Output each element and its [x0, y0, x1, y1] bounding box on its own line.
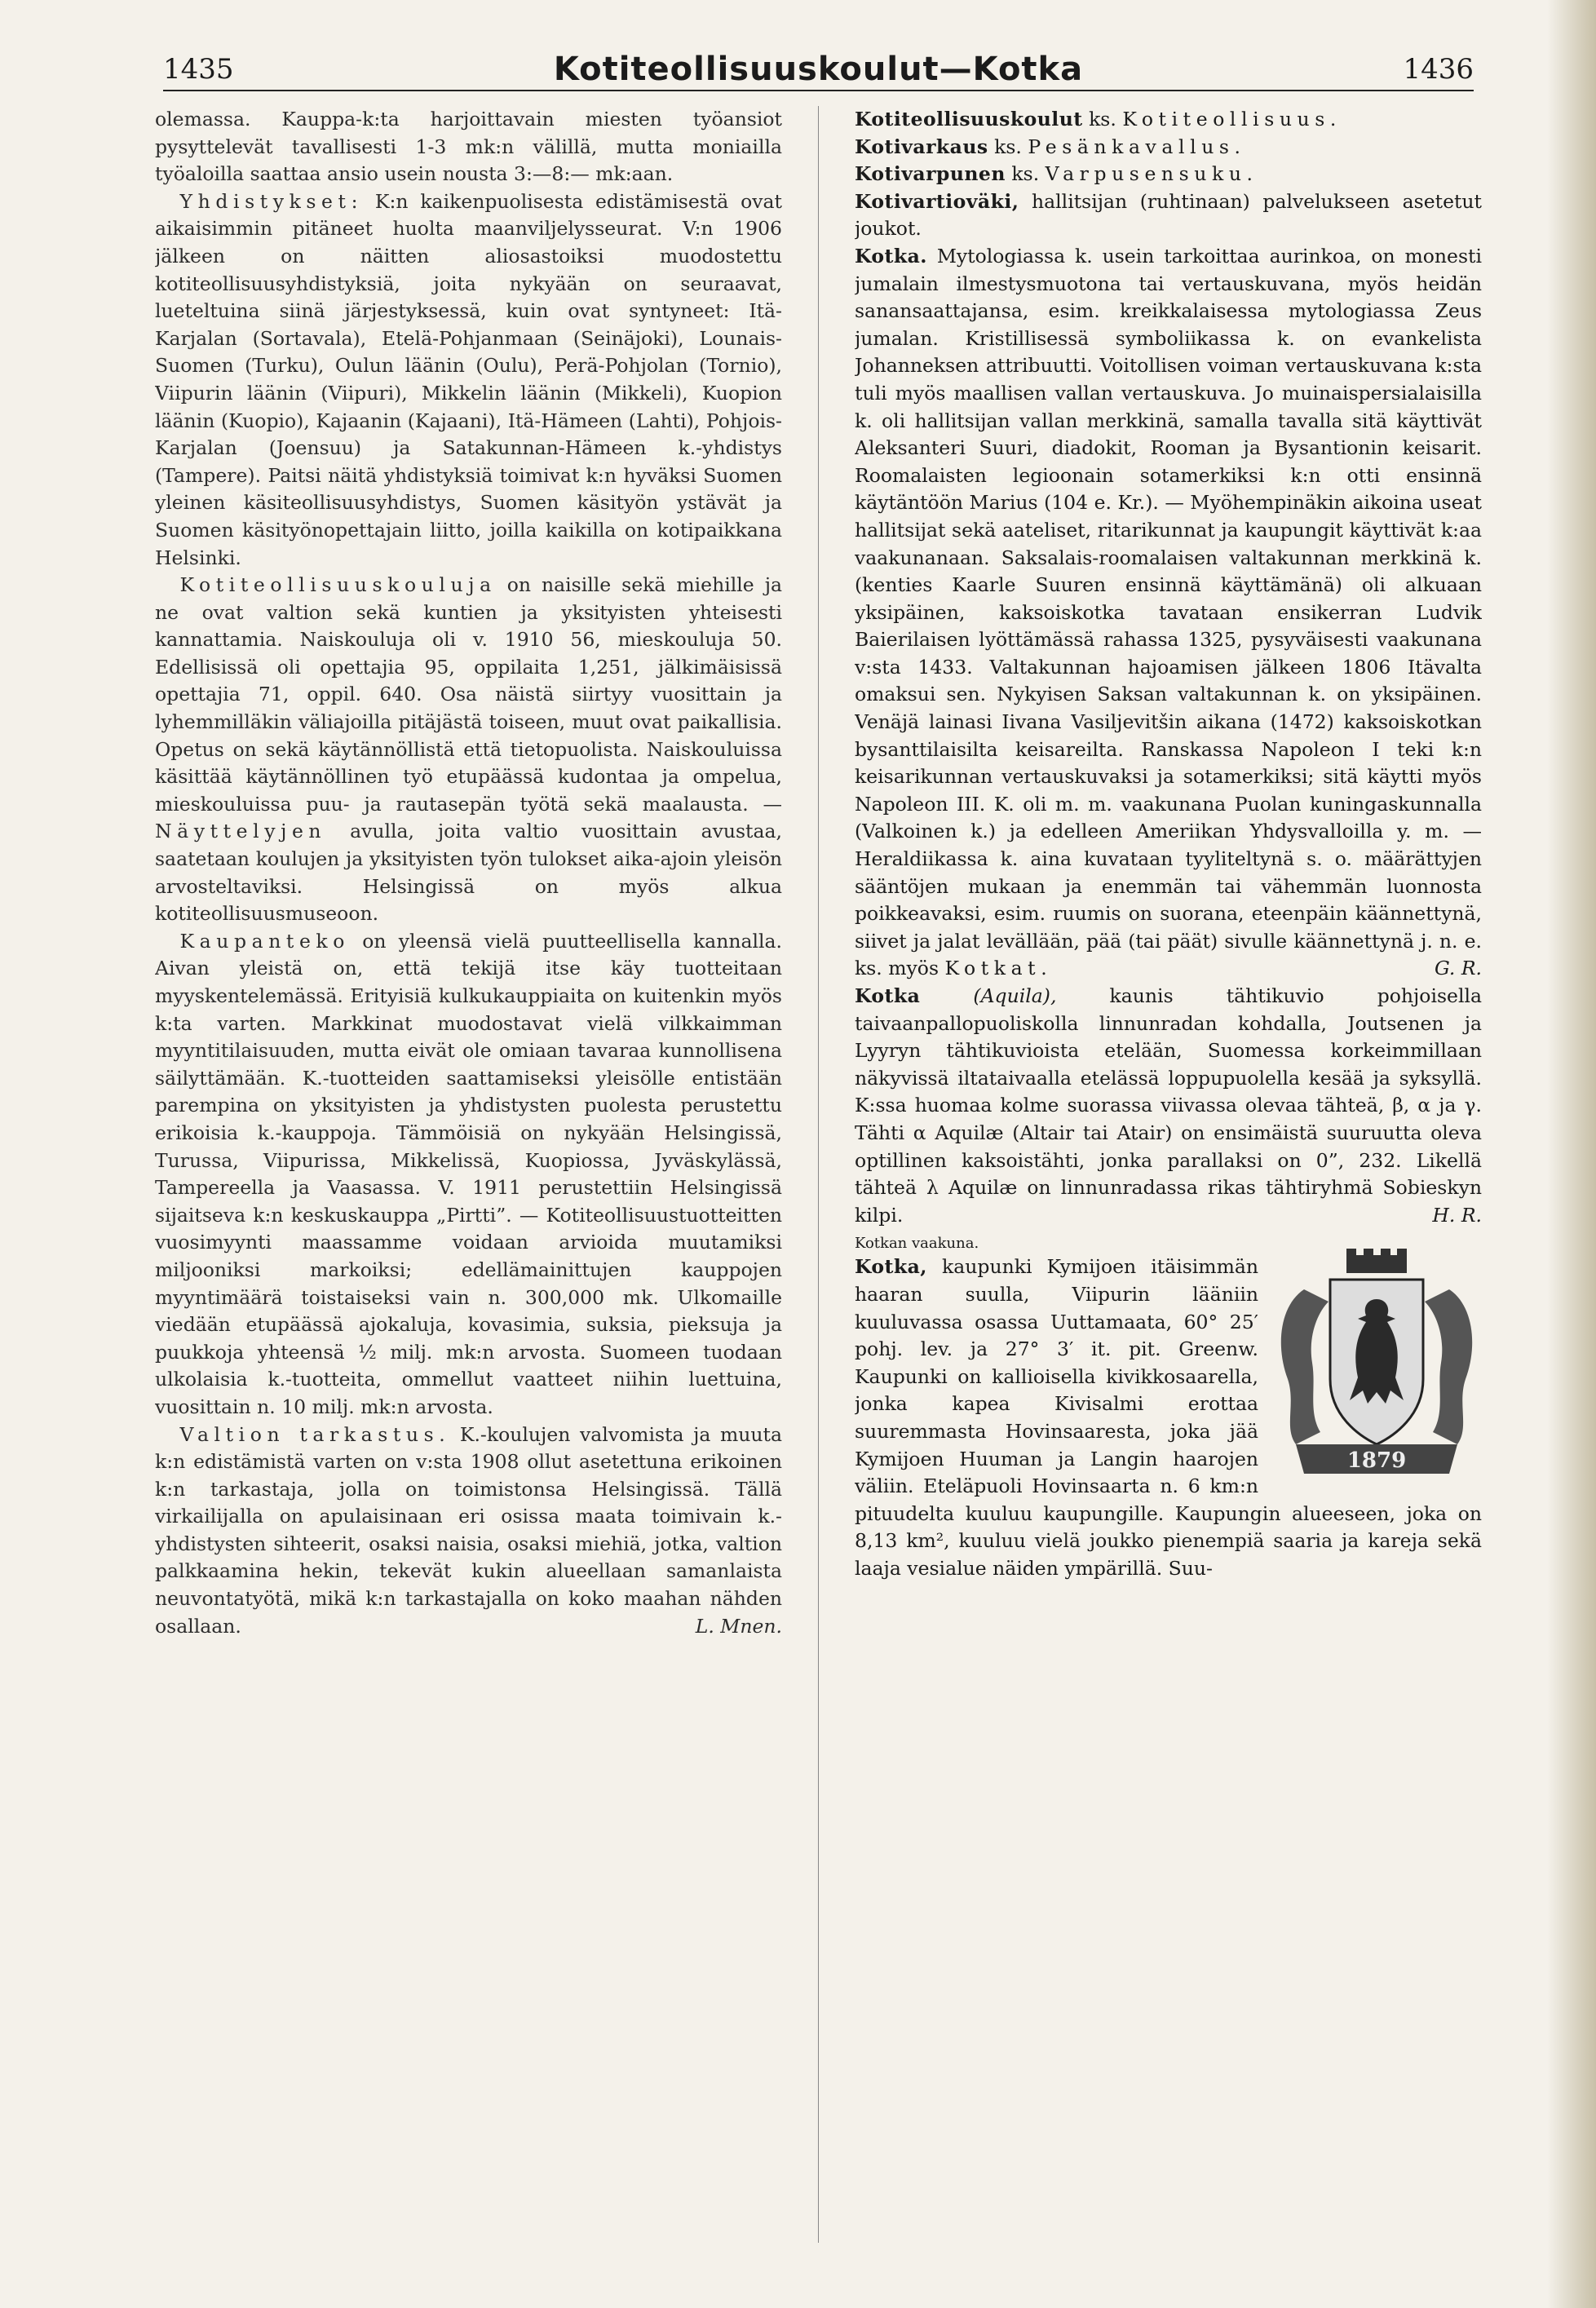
paragraph: Kotiteollisuuskouluja on naisille sekä miehille ja ne ovat valtion sekä kuntien ja yksityisten yhteisesti kannattamia. Naiskouluja oli v. 1910 56, mieskouluja 50. Edellisissä oli opettajia 95, oppilaita 1,251, jälkimäisissä opettajia 71, oppil. 640. Osa näistä siirtyy vuosittain ja lyhemmilläkin väliajoilla pitäjästä toiseen, muut ovat paikallisia. Opetus on sekä käytännöllistä että tietopuolista. Naiskouluissa käsittää käytännöllinen työ etupäässä kudontaa ja ompelua, mieskouluissa puu- ja rautasepän työtä sekä maalausta. — Näyttelyjen avulla, joita valtio vuosittain avustaa, saatetaan koulujen ja yksityisten työn tulokset aika-ajoin yleisön arvosteltaviksi. Helsingissä on myös alkua kotiteollisuusmuseoon.	[155, 573, 782, 926]
section-label: Valtion tarkastus.	[179, 1422, 451, 1446]
cross-reference: Kotkat.	[944, 957, 1053, 980]
section-label: Yhdistykset:	[179, 189, 364, 213]
paragraph: Yhdistykset: K:n kaikenpuolisesta edistämisestä ovat aikaisimmin pitäneet huolta maanviljelysseurat. V:n 1906 jälkeen on näitten aliosastoiksi muodostettu kotiteollisuusyhdistyksiä, joita nykyään on seuraavat, lueteltuina siinä järjestyksessä, kuin ovat syntyneet: Itä-Karjalan (Sortavala), Etelä-Pohjanmaan (Seinäjoki), Lounais-Suomen (Turku), Oulun läänin (Oulu), Perä-Pohjolan (Tornio), Viipurin läänin (Viipuri), Mikkelin läänin (Mikkeli), Kuopion läänin (Kuopio), Kajaanin (Kajaani), Itä-Hämeen (Lahti), Pohjois-Karjalan (Joensuu) ja Satakunnan-Hämeen k.-yhdistys (Tampere). Paitsi näitä yhdistyksiä toimivat k:n hyväksi Suomen yleinen käsiteollisuusyhdistys, Suomen käsityön ystävät ja Suomen käsityönopettajain liitto, joilla kaikilla on kotipaikkana Helsinki.	[155, 189, 782, 569]
ribbon-year: 1879	[1346, 1448, 1407, 1474]
right-column: Kotiteollisuuskoulut ks. Kotiteollisuus. Kotivarkaus ks. Pesänkavallus. Kotivarpunen ks. Varpusensuku. Kotivartioväki, hallitsijan (ruhtinaan) palvelukseen asetetut joukot. Kotka. Mytologiassa k. usein tarkoittaa aurinkoa, on monesti jumalain ilmestysmuotona tai vertauskuvana, myös heidän sanansaattajansa, esim. kreikkalaisessa mytologiassa Zeus jumalan. Kristillisessä symboliikassa k. on evankelista Johanneksen attribuutti. Voitollisen voiman vertauskuvana k:sta tuli myös maallisen vallan vertauskuva. Jo muinaispersialaisilla k. oli hallitsijan vallan merkkinä, samalla tavalla sitä käyttivät Aleksanteri Suuri, diadokit, Rooman ja Bysantionin keisarit. Roomalaisten legioonain sotamerkiksi k:n otti ensinnä käytäntöön Marius (104 e. Kr.). — Myöhempinäkin aikoina useat hallitsijat sekä aateliset, ritarikunnat ja kaupungit käyttivät k:aa vaakunanaan. Saksalais-roomalaisen valtakunnan merkkinä k. (kenties Kaarle Suuren ensinnä käyttämänä) oli alkuaan yksipäinen, kaksoiskotka tavataan ensikerran Ludvik Baierilaisen lyöttämässä rahassa 1325, pysyväisesti vaakunana v:sta 1433. Valtakunnan hajoamisen jälkeen 1806 Itävalta omaksui sen. Nykyisen Saksan valtakunnan k. on yksipäinen. Venäjä lainasi Iivana Vasiljevitšin aikana (1472) kaksoiskotkan bysanttilaisilta keisareilta. Ranskassa Napoleon I teki k:n keisarikunnan vertauskuvaksi ja sotamerkiksi; sitä käytti myös Napoleon III. K. oli m. m. vaakunana Puolan kuningaskunnalla (Valkoinen k.) ja edelleen Ameriikan Yhdysvalloilla y. m. — Heraldiikassa k. aina kuvataan tyyliteltynä s. o. määrättyjen sääntöjen mukaan ja enemmän tai vähemmän luonnosta poikkeavaksi, esim. ruumis on suorana, eteenpäin käännettynä, siivet ja jalat levällään, pää (tai päät) sivulle käännettynä j. n. e. ks. myös Kotkat. G. R. Kotka (Aquila), kaunis tähtikuvio pohjoisella taivaanpallopuoliskolla linnunradan kohdalla, Joutsenen ja Lyyryn tähtikuvioista etelään, Suomessa korkeimmillaan näkyvissä iltataivaalla etelässä loppupuolella kesää ja syksyllä. K:ssa huomaa kolme suorassa viivassa olevaa tähteä, β, α ja γ. Tähti α Aquilæ (Altair tai Atair) on ensimäistä suuruutta oleva optillinen kaksoistähti, jonka parallaksi on 0”, 232. Likellä tähteä λ Aquilæ on linnunradassa rikas tähtiryhmä Sobieskyn kilpi. H. R. 1879 Kotkan vaakuna. Kotka, kaupunki Kymijoen itäisimmän haaran suulla, Viipurin lääniin kuuluvassa osassa Uuttamaata, 60° 25′ pohj. lev. ja 27° 3′ it. pit. Greenw. Kaupunki on kallioisella kivikkosaarella, jonka kapea Kivisalmi erottaa suuremmasta Hovinsaaresta, joka jää Kymijoen Huuman ja Langin haarojen väliin. Eteläpuoli Hovinsaarta n. 6 km:n pituudelta kuuluu kaupungille. Kaupungin alueeseen, joka on 8,13 km², kuuluu vielä joukko pienempiä saaria ja kareja sekä laaja vesialue näiden ympärillä. Suu-	[855, 108, 1482, 1580]
left-page-number: 1435	[163, 53, 234, 86]
latin-name: (Aquila),	[973, 984, 1057, 1007]
entry-headword: Kotivarpunen	[855, 162, 1006, 186]
dictionary-entry: Kotka. Mytologiassa k. usein tarkoittaa aurinkoa, on monesti jumalain ilmestysmuotona tai vertauskuvana, myös heidän sanansaattajansa, esim. kreikkalaisessa mytologiassa Zeus jumalan. Kristillisessä symboliikassa k. on evankelista Johanneksen attribuutti. Voitollisen voiman vertauskuvana k:sta tuli myös maallisen vallan vertauskuva. Jo muinaispersialaisilla k. oli hallitsijan vallan merkkinä, samalla tavalla sitä käyttivät Aleksanteri Suuri, diadokit, Rooman ja Bysantionin keisarit. Roomalaisten legioonain sotamerkiksi k:n otti ensinnä käytäntöön Marius (104 e. Kr.). — Myöhempinäkin aikoina useat hallitsijat sekä aateliset, ritarikunnat ja kaupungit käyttivät k:aa vaakunanaan. Saksalais-roomalaisen valtakunnan merkkinä k. (kenties Kaarle Suuren ensinnä käyttämänä) oli alkuaan yksipäinen, kaksoiskotka tavataan ensikerran Ludvik Baierilaisen lyöttämässä rahassa 1325, pysyväisesti vaakunana v:sta 1433. Valtakunnan hajoamisen jälkeen 1806 Itävalta omaksui sen. Nykyisen Saksan valtakunnan k. on yksipäinen. Venäjä lainasi Iivana Vasiljevitšin aikana (1472) kaksoiskotkan bysanttilaisilta keisareilta. Ranskassa Napoleon I teki k:n keisarikunnan vertauskuvaksi ja sotamerkiksi; sitä käytti myös Napoleon III. K. oli m. m. vaakunana Puolan kuningaskunnalla (Valkoinen k.) ja edelleen Ameriikan Yhdysvalloilla y. m. — Heraldiikassa k. aina kuvataan tyyliteltynä s. o. määrättyjen sääntöjen mukaan ja enemmän tai vähemmän luonnosta poikkeavaksi, esim. ruumis on suorana, eteenpäin käännettynä, siivet ja jalat levällään, pää (tai päät) sivulle käännettynä j. n. e. ks. myös Kotkat. G. R.	[855, 243, 1482, 983]
author-signature: L. Mnen.	[695, 1614, 782, 1638]
entry-headword: Kotiteollisuuskoulut	[855, 108, 1083, 130]
running-header	[163, 49, 1474, 91]
column-divider	[818, 106, 819, 2243]
entry-headword: Kotivarkaus	[855, 135, 988, 158]
entry-headword: Kotka.	[855, 244, 927, 267]
left-column	[155, 106, 782, 2243]
entry-headword: Kotivartioväki,	[855, 189, 1019, 213]
figure-caption: Kotkan vaakuna.	[855, 1235, 979, 1253]
text-columns	[155, 106, 1482, 2243]
dictionary-entry: Kotivartioväki, hallitsijan (ruhtinaan) palvelukseen asetetut joukot.	[855, 189, 1482, 241]
dictionary-entry: Kotivarkaus ks. Pesänkavallus.	[855, 135, 1246, 158]
dictionary-entry: Kotiteollisuuskoulut ks. Kotiteollisuus.	[855, 108, 1342, 130]
coat-of-arms-figure	[1271, 1240, 1482, 1485]
dictionary-entry: Kotivarpunen ks. Varpusensuku.	[855, 162, 1258, 186]
kotka-coat-of-arms-image	[1271, 1240, 1482, 1485]
section-label: Näyttelyjen	[155, 820, 327, 843]
paragraph: olemassa. Kauppa-k:ta harjoittavain miesten työansiot pysyttelevät tavallisesti 1-3 mk:n välillä, mutta moniailla työaloilla saattaa ansio usein nousta 3:—8:— mk:aan.	[155, 108, 782, 186]
right-page-number: 1436	[1403, 53, 1474, 86]
section-label: Kotiteollisuuskouluja	[179, 573, 497, 597]
cross-reference: Pesänkavallus.	[1028, 135, 1246, 158]
section-label: Kaupanteko	[179, 929, 350, 953]
dictionary-entry: Kotka (Aquila), kaunis tähtikuvio pohjoisella taivaanpallopuoliskolla linnunradan kohdalla, Joutsenen ja Lyyryn tähtikuvioista etelään, Suomessa korkeimmillaan näkyvissä iltataivaalla etelässä loppupuolella kesää ja syksyllä. K:ssa huomaa kolme suorassa viivassa olevaa tähteä, β, α ja γ. Tähti α Aquilæ (Altair tai Atair) on ensimäistä suuruutta oleva optillinen kaksoistähti, jonka parallaksi on 0”, 232. Likellä tähteä λ Aquilæ on linnunradassa rikas tähtiryhmä Sobieskyn kilpi. H. R.	[855, 983, 1482, 1229]
mural-crown	[1346, 1255, 1407, 1273]
paragraph: Kaupanteko on yleensä vielä puutteellisella kannalla. Aivan yleistä on, että tekijä itse käy tuotteitaan myyskentelemässä. Erityisiä kulkukauppiaita on kuitenkin myös k:ta varten. Markkinat muodostavat vielä vilkkaimman myyntitilaisuuden, mutta eivät ole omiaan tavaraa kunnollisena säilyttämään. K.-tuotteiden saattamiseksi yleisölle entistään parempina on yksityisten ja yhdistysten puolesta perustettu erikoisia k.-kauppoja. Tämmöisiä on nykyään Helsingissä, Turussa, Viipurissa, Mikkelissä, Kuopiossa, Jyväskylässä, Tampereella ja Vaasassa. V. 1911 perustettiin Helsingissä sijaitseva k:n keskuskauppa „Pirtti”. — Kotiteollisuustuotteitten vuosimyynti maassamme voidaan arvioida muutamiksi miljooniksi markoiksi; edellämainittujen kauppojen myyntimäärä toistaiseksi vain n. 300,000 mk. Ulkomaille viedään etupäässä ajokaluja, kovasimia, suksia, pieksuja ja puukkoja yhteensä ½ milj. mk:n arvosta. Suomeen tuodaan ulkolaisia k.-tuotteita, ommellut vaatteet niihin luettuina, vuosittain n. 10 milj. mk:n arvosta.	[155, 929, 782, 1418]
mantling-right	[1425, 1289, 1472, 1444]
author-signature: G. R.	[1434, 957, 1482, 980]
running-title: Kotiteollisuuskoulut—Kotka	[553, 51, 1084, 88]
author-signature: H. R.	[1432, 1203, 1482, 1227]
page-edge	[1547, 0, 1596, 2308]
cross-reference: Varpusensuku.	[1045, 162, 1258, 186]
paragraph: Valtion tarkastus. K.-koulujen valvomista ja muuta k:n edistämistä varten on v:sta 1908 ollut asetettuna erikoinen k:n tarkastaja, jolla on toimistonsa Helsingissä. Tällä virkailijalla on apulaisinaan eri osissa maata toimivain k.-yhdistysten sihteerit, osaksi naisia, osaksi miehiä, jotka, valtion palkkaamina hekin, tekevät kukin alueellaan samanlaista neuvontatyötä, mikä k:n tarkastajalla on koko maahan nähden osallaan. L. Mnen.	[155, 1421, 782, 1641]
entry-headword: Kotka	[855, 984, 921, 1007]
entry-headword: Kotka,	[855, 1255, 927, 1279]
cross-reference: Kotiteollisuus.	[1122, 108, 1342, 130]
mantling-left	[1281, 1289, 1329, 1444]
